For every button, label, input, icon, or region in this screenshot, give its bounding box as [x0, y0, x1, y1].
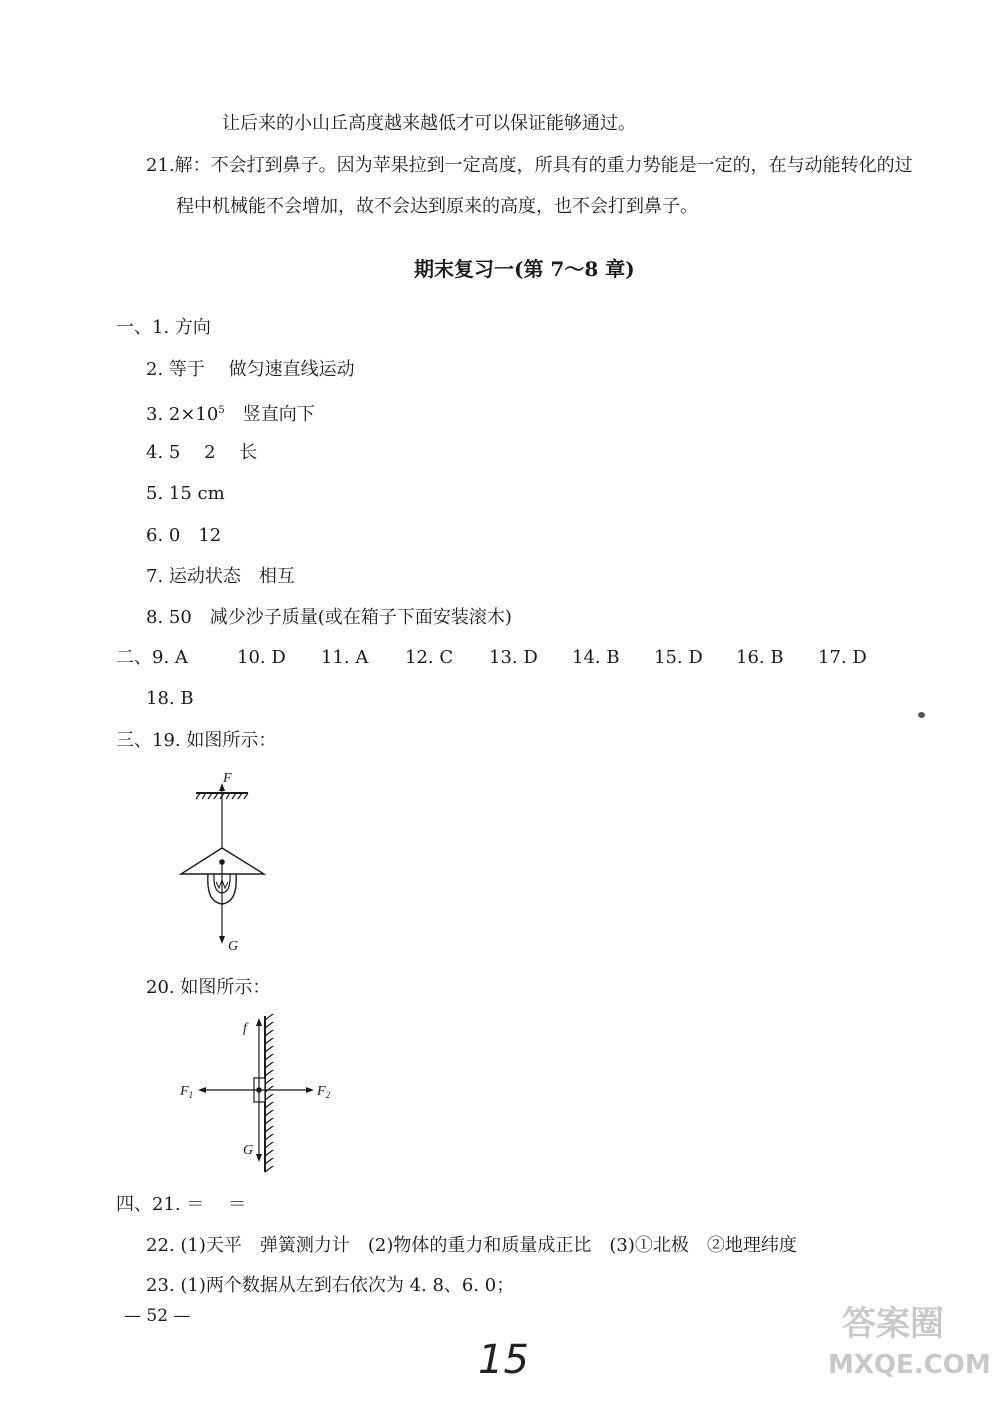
part4-q21: [116, 1193, 246, 1217]
q7-answer: 7. 运动状态 相互: [146, 566, 295, 587]
q20-prompt: 20. 如图所示：: [146, 977, 271, 998]
mc-answer-11: 11. A: [321, 647, 369, 668]
q19-prompt: [116, 729, 276, 753]
page-number: — 52 —: [124, 1306, 191, 1326]
q21-answer: 21. ＝ ＝: [152, 1194, 247, 1215]
part2-row: [116, 646, 867, 670]
watermark-logo-text: 答案圈: [842, 1304, 944, 1344]
mc-answer-17: 17. D: [818, 647, 867, 668]
part1-prefix: 一、: [116, 317, 152, 338]
fig20-gravity-label: G: [243, 1143, 254, 1158]
q3-answer: [146, 399, 315, 427]
fig19-force-label-g: G: [228, 939, 239, 954]
fig20-force-label-f2: $F_2$: [317, 1084, 330, 1100]
ink-speck: [918, 712, 925, 718]
handwritten-number: 15: [478, 1337, 529, 1383]
q3-direction: 竖直向下: [224, 404, 315, 425]
q23-answer: 23. (1)两个数据从左到右依次为 4. 8、6. 0；: [146, 1275, 515, 1296]
mc-answer-14: 14. B: [572, 647, 620, 668]
q21-answer-line-2: 程中机械能不会增加，故不会达到原来的高度，也不会打到鼻子。: [176, 196, 698, 217]
part3-prefix: 三、: [116, 730, 152, 751]
mc-answer-16: 16. B: [736, 647, 784, 668]
q3-exponent: 5: [218, 405, 225, 416]
part2-prefix: 二、: [116, 647, 152, 668]
part1-q1: [116, 316, 211, 340]
mc-answer-9: 9. A: [152, 647, 188, 668]
answer-continuation-line: 让后来的小山丘高度越来越低才可以保证能够通过。: [222, 113, 636, 134]
q8-answer: 8. 50 减少沙子质量(或在箱子下面安装滚木): [146, 607, 512, 628]
q1-answer: 1. 方向: [152, 317, 211, 338]
figure-20-block-on-wall: [170, 1012, 330, 1178]
q21-answer-line-1: 21.解：不会打到鼻子。因为苹果拉到一定高度，所具有的重力势能是一定的，在与动能转化的过: [146, 155, 913, 176]
figure-19-hanging-lamp: [170, 768, 280, 954]
q22-answer: 22. (1)天平 弹簧测力计 (2)物体的重力和质量成正比 (3)①北极 ②地理纬度: [146, 1235, 797, 1256]
mc-answer-10: 10. D: [237, 647, 286, 668]
part4-prefix: 四、: [116, 1194, 152, 1215]
watermark-site-text: MXQE.COM: [828, 1350, 991, 1380]
mc-answer-12: 12. C: [405, 647, 454, 668]
q6-answer: 6. 0 12: [146, 525, 222, 546]
section-title: 期末复习一(第 7～8 章): [414, 257, 635, 281]
mc-answer-13: 13. D: [489, 647, 538, 668]
q4-answer: 4. 5 2 长: [146, 442, 258, 463]
mc-answer-15: 15. D: [654, 647, 703, 668]
q5-answer: 5. 15 cm: [146, 483, 225, 504]
fig20-friction-label: f: [243, 1021, 247, 1036]
q2-answer: 2. 等于 做匀速直线运动: [146, 359, 355, 380]
q19-text: 19. 如图所示：: [152, 730, 277, 751]
mc-answer-18: 18. B: [146, 688, 194, 709]
fig20-force-label-f1: $F_1$: [180, 1084, 194, 1100]
fig19-force-label-f: F: [223, 771, 232, 786]
q3-value: 3. 2×10: [146, 404, 219, 425]
